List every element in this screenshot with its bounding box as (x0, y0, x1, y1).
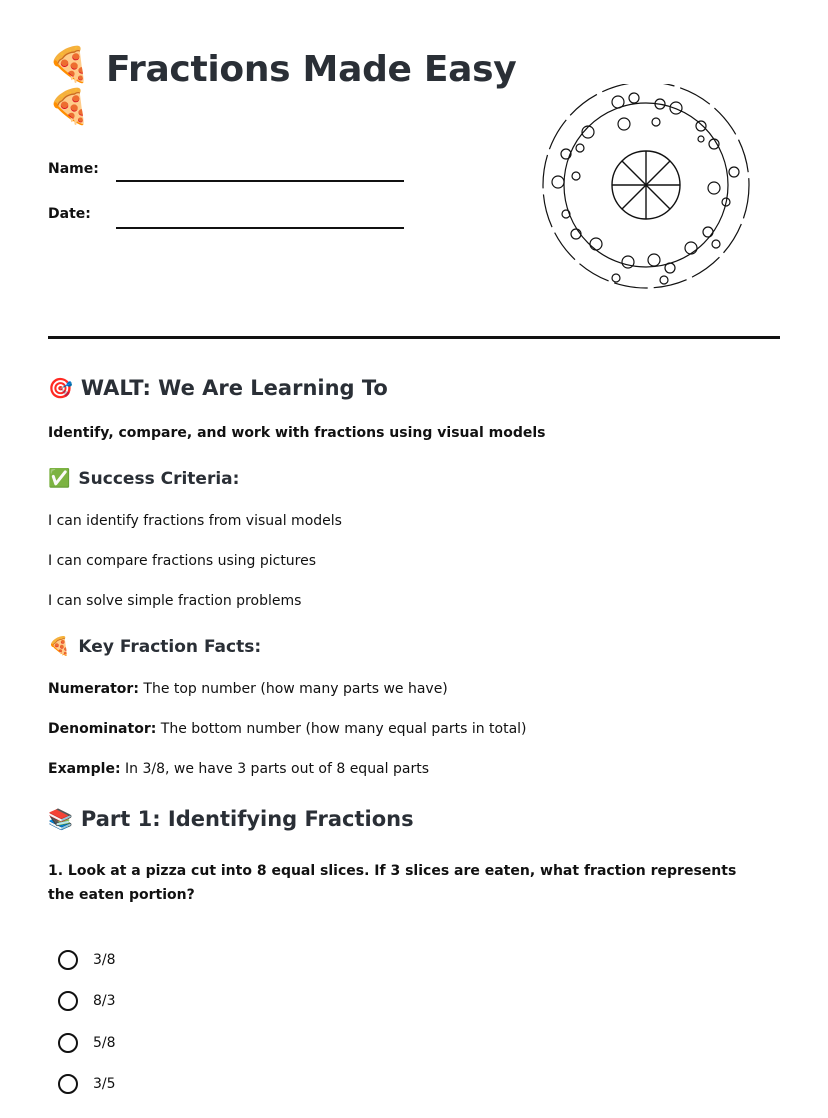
radio-button[interactable] (58, 1074, 78, 1094)
key-facts-heading-text: Key Fraction Facts: (78, 636, 262, 657)
pizza-slice-icon: 🍕 (48, 87, 91, 127)
pizza-slice-icon: 🍕 (48, 636, 71, 657)
radio-button[interactable] (58, 950, 78, 970)
answer-option-label: 3/8 (93, 952, 116, 968)
radio-button[interactable] (58, 1033, 78, 1053)
pizza-illustration (536, 84, 756, 294)
success-criterion-item: I can solve simple fraction problems (48, 593, 302, 609)
section-divider (48, 336, 780, 339)
worksheet-header (48, 44, 780, 294)
answer-option[interactable] (58, 1033, 116, 1053)
date-label: Date: (48, 206, 91, 222)
success-criterion-item: I can identify fractions from visual models (48, 513, 342, 529)
walt-statement: Identify, compare, and work with fractions using visual models (48, 425, 546, 441)
key-fact-example (48, 761, 429, 777)
check-mark-icon: ✅ (48, 468, 71, 489)
title-block (48, 44, 516, 128)
target-icon: 🎯 (48, 376, 73, 400)
key-facts-heading (48, 636, 261, 657)
key-fact-text: The bottom number (how many equal parts in total) (156, 721, 527, 737)
answer-option-label: 8/3 (93, 993, 116, 1009)
key-fact-term: Numerator: (48, 681, 139, 697)
answer-option[interactable] (58, 991, 116, 1011)
name-label: Name: (48, 161, 99, 177)
success-criteria-heading-text: Success Criteria: (78, 468, 240, 489)
name-write-line[interactable] (116, 180, 404, 182)
pizza-slice-icon-stack (48, 44, 92, 128)
answer-option[interactable] (58, 950, 116, 970)
answer-option-label: 3/5 (93, 1076, 116, 1092)
answer-option-label: 5/8 (93, 1035, 116, 1051)
success-criterion-item: I can compare fractions using pictures (48, 553, 317, 569)
part1-heading-text: Part 1: Identifying Fractions (80, 807, 414, 831)
key-fact-numerator (48, 681, 448, 697)
page-title: Fractions Made Easy (106, 49, 517, 90)
part1-heading (48, 807, 414, 831)
key-fact-term: Example: (48, 761, 121, 777)
answer-option[interactable] (58, 1074, 116, 1094)
date-field[interactable] (48, 206, 91, 222)
key-fact-text: The top number (how many parts we have) (138, 681, 448, 697)
walt-heading-text: WALT: We Are Learning To (80, 376, 388, 400)
books-icon: 📚 (48, 807, 73, 831)
pizza-slice-icon: 🍕 (48, 45, 91, 85)
key-fact-term: Denominator: (48, 721, 157, 737)
success-criteria-heading (48, 468, 239, 489)
key-fact-denominator (48, 721, 527, 737)
walt-heading (48, 376, 388, 400)
name-field[interactable] (48, 161, 99, 177)
question-1: 1. Look at a pizza cut into 8 equal slices. If 3 slices are eaten, what fraction represents the eaten portion? (48, 863, 737, 903)
radio-button[interactable] (58, 991, 78, 1011)
date-write-line[interactable] (116, 227, 404, 229)
key-fact-text: In 3/8, we have 3 parts out of 8 equal parts (120, 761, 429, 777)
